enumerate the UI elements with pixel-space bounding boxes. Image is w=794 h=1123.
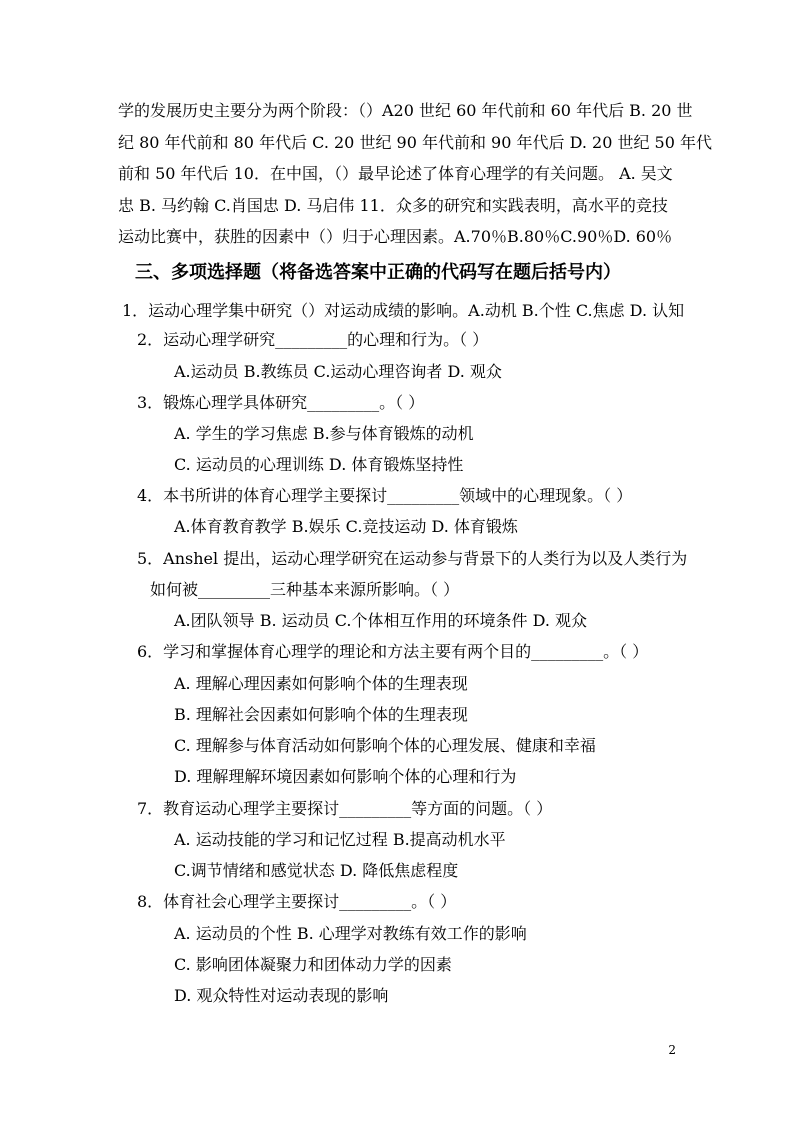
question-line-2: 2．运动心理学研究_________的心理和行为。（ ） — [137, 330, 489, 349]
question-line-22: C. 影响团体凝聚力和团体动力学的因素 — [174, 955, 452, 974]
question-line-23: D. 观众特性对运动表现的影响 — [174, 986, 389, 1005]
question-line-20: 8．体育社会心理学主要探讨_________。（ ） — [137, 892, 457, 911]
question-line-10: 如何被_________三种基本来源所影响。（ ） — [150, 580, 460, 599]
question-line-11: A.团队领导 B. 运动员 C.个体相互作用的环境条件 D. 观众 — [174, 611, 588, 630]
question-line-8: A.体育教育教学 B.娱乐 C.竞技运动 D. 体育锻炼 — [174, 517, 518, 536]
question-line-4: 3．锻炼心理学具体研究_________。（ ） — [137, 393, 425, 412]
question-line-21: A. 运动员的个性 B. 心理学对教练有效工作的影响 — [174, 924, 527, 943]
paragraph-line-5: 运动比赛中，获胜的因素中（）归于心理因素。A.70％B.80％C.90％D. 60％ — [118, 227, 673, 246]
paragraph-line-3: 前和 50 年代后 10．在中国，（）最早论述了体育心理学的有关问题。 A. 吴文 — [118, 164, 673, 183]
page-number: 2 — [668, 1043, 676, 1057]
question-line-16: D. 理解理解环境因素如何影响个体的心理和行为 — [174, 767, 517, 786]
question-line-17: 7．教育运动心理学主要探讨_________等方面的问题。（ ） — [137, 799, 553, 818]
question-line-12: 6．学习和掌握体育心理学的理论和方法主要有两个目的_________。（ ） — [137, 642, 649, 661]
question-line-18: A. 运动技能的学习和记忆过程 B.提高动机水平 — [174, 830, 506, 849]
paragraph-line-1: 学的发展历史主要分为两个阶段：（）A20 世纪 60 年代前和 60 年代后 B. 20 世 — [118, 101, 693, 120]
section-heading: 三、多项选择题（将备选答案中正确的代码写在题后括号内） — [135, 262, 621, 283]
question-line-13: A. 理解心理因素如何影响个体的生理表现 — [174, 674, 468, 693]
question-line-6: C. 运动员的心理训练 D. 体育锻炼坚持性 — [174, 455, 464, 474]
question-line-5: A. 学生的学习焦虑 B.参与体育锻炼的动机 — [174, 424, 474, 443]
paragraph-line-4: 忠 B. 马约翰 C.肖国忠 D. 马启伟 11．众多的研究和实践表明，高水平的竞技 — [118, 196, 668, 215]
question-line-14: B. 理解社会因素如何影响个体的生理表现 — [174, 705, 468, 724]
question-line-3: A.运动员 B.教练员 C.运动心理咨询者 D. 观众 — [174, 362, 502, 381]
question-line-9: 5．Anshel 提出，运动心理学研究在运动参与背景下的人类行为以及人类行为 — [137, 549, 688, 568]
question-line-15: C. 理解参与体育活动如何影响个体的心理发展、健康和幸福 — [174, 736, 596, 755]
question-line-19: C.调节情绪和感觉状态 D. 降低焦虑程度 — [174, 861, 459, 880]
paragraph-line-2: 纪 80 年代前和 80 年代后 C. 20 世纪 90 年代前和 90 年代后 D. 20 世纪 50 年代 — [118, 133, 712, 152]
question-line-7: 4．本书所讲的体育心理学主要探讨_________领域中的心理现象。（ ） — [137, 486, 633, 505]
question-line-1: 1．运动心理学集中研究（）对运动成绩的影响。A.动机 B.个性 C.焦虑 D. 认知 — [122, 301, 685, 320]
